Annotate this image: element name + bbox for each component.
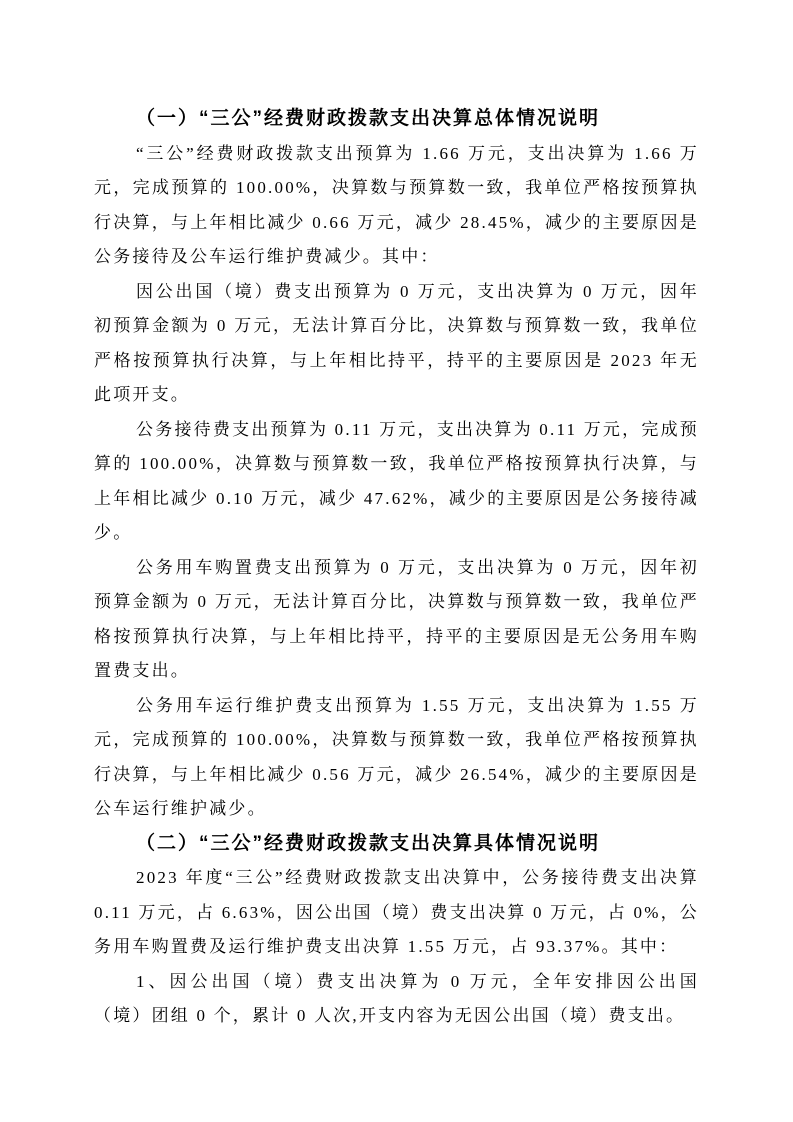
para-overall-summary: “三公”经费财政拨款支出预算为 1.66 万元，支出决算为 1.66 万元，完成预算的 100.00%，决算数与预算数一致，我单位严格按预算执行决算，与上年相比减少 0.66 万元，减少 28.45%，减少的主要原因是公务接待及公车运行维护费减少。其中：: [94, 143, 699, 266]
para-vehicle-purchase-budget: 公务用车购置费支出预算为 0 万元，支出决算为 0 万元，因年初预算金额为 0 万元，无法计算百分比，决算数与预算数一致，我单位严格按预算执行决算，与上年相比持平，持平的主要原因是无公务用车购置费支出。: [94, 557, 699, 680]
section-heading-overall-situation: （一）“三公”经费财政拨款支出决算总体情况说明: [136, 108, 601, 129]
section-heading-specific-situation: （二）“三公”经费财政拨款支出决算具体情况说明: [136, 832, 601, 854]
para-item1-outbound-visits-detail: 1、因公出国（境）费支出决算为 0 万元，全年安排因公出国（境）团组 0 个，累计 0 人次,开支内容为无因公出国（境）费支出。: [94, 971, 699, 1025]
para-outbound-visits-budget: 因公出国（境）费支出预算为 0 万元，支出决算为 0 万元，因年初预算金额为 0 万元，无法计算百分比，决算数与预算数一致，我单位严格按预算执行决算，与上年相比持平，持平的主要原因是 2023 年无此项开支。: [94, 281, 699, 404]
para-vehicle-maintenance-budget: 公务用车运行维护费支出预算为 1.55 万元，支出决算为 1.55 万元，完成预算的 100.00%，决算数与预算数一致，我单位严格按预算执行决算，与上年相比减少 0.56 万元，减少 26.54%，减少的主要原因是公车运行维护减少。: [94, 695, 699, 818]
document-content: [94, 102, 699, 1034]
para-detail-summary: 2023 年度“三公”经费财政拨款支出决算中，公务接待费支出决算 0.11 万元，占 6.63%，因公出国（境）费支出决算 0 万元，占 0%，公务用车购置费及运行维护费支出决算 1.55 万元，占 93.37%。其中：: [94, 868, 699, 956]
para-official-reception-budget: 公务接待费支出预算为 0.11 万元，支出决算为 0.11 万元，完成预算的 100.00%，决算数与预算数一致，我单位严格按预算执行决算，与上年相比减少 0.10 万元，减少 47.62%，减少的主要原因是公务接待减少。: [94, 419, 699, 542]
